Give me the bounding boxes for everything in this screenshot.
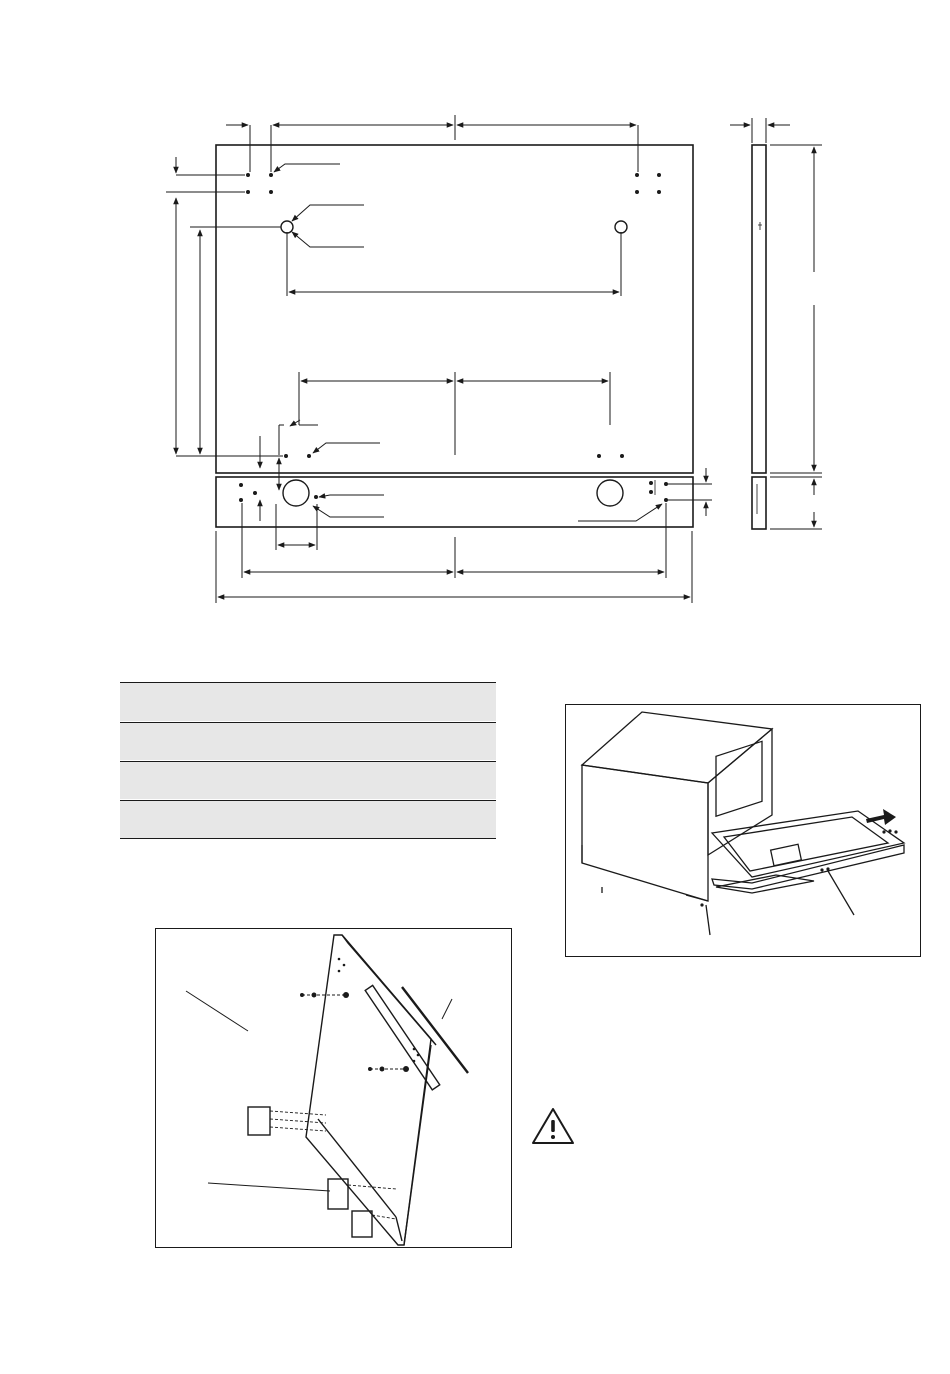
table-border [120,838,496,839]
table-border [120,800,496,801]
hinge-assembly-figure [155,928,512,1248]
table-row [120,762,496,799]
table-row [120,801,496,838]
front-panel-outline [216,145,693,527]
door-panel-hinge-assembly-illustration [156,929,511,1247]
dimension-lines [166,115,822,603]
door-fitting-illustration [566,705,920,956]
pull-direction-arrow-icon [866,809,896,825]
side-panel-outline [752,145,766,529]
door-fitting-figure [565,704,921,957]
table-border [120,682,496,683]
table-border [120,722,496,723]
table-border [120,761,496,762]
large-holes [281,221,627,506]
table-row [120,683,496,721]
table-row [120,723,496,760]
door-panel-dimension-drawing [0,0,950,620]
warning-triangle-icon [530,1106,576,1146]
mounting-holes [239,173,668,502]
leader-lines [274,164,662,521]
